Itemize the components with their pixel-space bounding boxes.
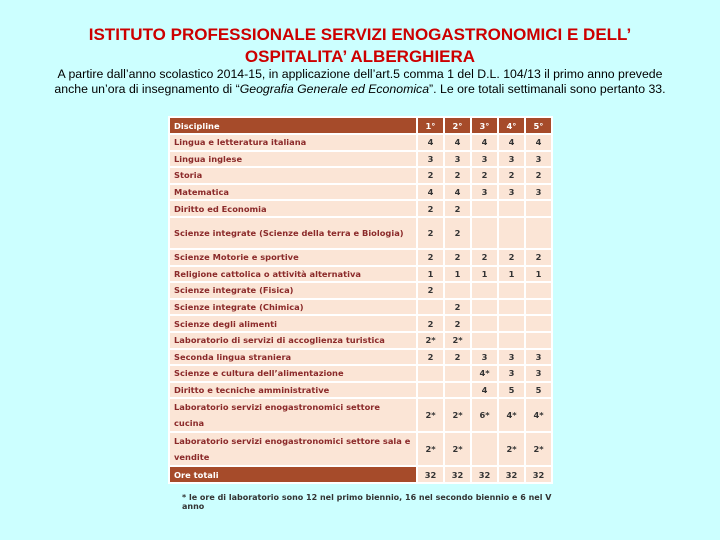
discipline-name: Lingua e letteratura italiana: [169, 134, 417, 151]
hours-cell: 3: [525, 349, 552, 366]
hours-cell: 4: [498, 134, 525, 151]
hours-cell: 2: [444, 249, 471, 266]
header-year-1: 1°: [417, 117, 444, 134]
hours-cell: [417, 299, 444, 316]
hours-cell: 1: [525, 266, 552, 283]
hours-cell: [498, 217, 525, 249]
discipline-name: Scienze integrate (Fisica): [169, 282, 417, 299]
timetable: [168, 116, 553, 511]
hours-cell: [417, 382, 444, 399]
table-row: [169, 332, 552, 349]
hours-cell: 2: [417, 315, 444, 332]
hours-cell: 3: [525, 184, 552, 201]
hours-cell: 4: [417, 184, 444, 201]
hours-cell: 3: [498, 184, 525, 201]
header-year-3: 3°: [471, 117, 498, 134]
table-row: [169, 398, 552, 432]
hours-cell: [525, 217, 552, 249]
hours-cell: [525, 282, 552, 299]
hours-cell: 2: [417, 282, 444, 299]
hours-cell: 3: [525, 151, 552, 168]
hours-cell: [498, 282, 525, 299]
hours-cell: 3: [444, 151, 471, 168]
table-row: [169, 299, 552, 316]
hours-cell: [525, 200, 552, 217]
hours-cell: 1: [444, 266, 471, 283]
hours-cell: [498, 299, 525, 316]
discipline-name: Scienze degli alimenti: [169, 315, 417, 332]
table-row: [169, 217, 552, 249]
hours-cell: [444, 382, 471, 399]
title-line-2: OSPITALITA’ ALBERGHIERA: [244, 47, 476, 66]
hours-cell: 3: [525, 365, 552, 382]
hours-cell: 2: [444, 167, 471, 184]
total-year-3: 32: [471, 466, 498, 483]
hours-cell: 2: [417, 249, 444, 266]
hours-cell: 4: [444, 134, 471, 151]
hours-cell: [471, 299, 498, 316]
discipline-name: Diritto e tecniche amministrative: [169, 382, 417, 399]
total-label: Ore totali: [169, 466, 417, 483]
hours-cell: 5: [525, 382, 552, 399]
discipline-name: Laboratorio servizi enogastronomici settore cucina: [169, 398, 417, 432]
table-row: [169, 315, 552, 332]
discipline-name: Scienze integrate (Scienze della terra e Biologia): [169, 217, 417, 249]
hours-cell: [471, 315, 498, 332]
hours-cell: 2*: [417, 398, 444, 432]
hours-cell: [498, 315, 525, 332]
table-row: [169, 266, 552, 283]
header-year-2: 2°: [444, 117, 471, 134]
hours-cell: 2: [471, 167, 498, 184]
hours-cell: 2: [498, 249, 525, 266]
total-year-2: 32: [444, 466, 471, 483]
hours-cell: [471, 282, 498, 299]
hours-cell: 2*: [525, 432, 552, 466]
hours-cell: 2: [417, 217, 444, 249]
header-discipline: Discipline: [169, 117, 417, 134]
hours-cell: 4: [525, 134, 552, 151]
hours-cell: 3: [471, 151, 498, 168]
hours-cell: 4*: [471, 365, 498, 382]
hours-cell: 2: [444, 315, 471, 332]
intro-text-2: ”. Le ore totali settimanali sono pertanto 33.: [429, 82, 666, 96]
hours-cell: [444, 365, 471, 382]
hours-cell: 3: [498, 365, 525, 382]
hours-cell: 4*: [498, 398, 525, 432]
hours-cell: 5: [498, 382, 525, 399]
hours-cell: 4: [417, 134, 444, 151]
intro-text-1: A partire dall’anno scolastico 2014-15, in applicazione dell’art.5 comma 1 del D.L. 104/13 il primo anno prevede anche un’ora di insegnamento di “: [54, 67, 663, 96]
hours-cell: 6*: [471, 398, 498, 432]
discipline-name: Scienze Motorie e sportive: [169, 249, 417, 266]
header-year-5: 5°: [525, 117, 552, 134]
discipline-name: Scienze integrate (Chimica): [169, 299, 417, 316]
discipline-name: Seconda lingua straniera: [169, 349, 417, 366]
table-row: [169, 184, 552, 201]
table-row: [169, 134, 552, 151]
hours-cell: 4: [471, 134, 498, 151]
hours-cell: [525, 332, 552, 349]
hours-cell: 3: [471, 349, 498, 366]
discipline-name: Laboratorio di servizi di accoglienza turistica: [169, 332, 417, 349]
hours-cell: [525, 299, 552, 316]
hours-table: [168, 116, 553, 484]
hours-cell: [471, 200, 498, 217]
hours-cell: 2: [444, 217, 471, 249]
hours-cell: 1: [417, 266, 444, 283]
hours-cell: 4*: [525, 398, 552, 432]
hours-cell: 2: [498, 167, 525, 184]
table-row: [169, 200, 552, 217]
hours-cell: 2*: [444, 432, 471, 466]
total-year-5: 32: [525, 466, 552, 483]
table-row: [169, 432, 552, 466]
total-year-4: 32: [498, 466, 525, 483]
hours-cell: 2: [525, 167, 552, 184]
hours-cell: 2: [417, 200, 444, 217]
hours-cell: 1: [498, 266, 525, 283]
footnote: * le ore di laboratorio sono 12 nel primo biennio, 16 nel secondo biennio e 6 nel V anno: [182, 493, 552, 512]
hours-cell: 4: [471, 382, 498, 399]
table-row: [169, 249, 552, 266]
hours-cell: 2*: [444, 398, 471, 432]
hours-cell: 2: [444, 200, 471, 217]
hours-cell: 2: [444, 349, 471, 366]
discipline-name: Diritto ed Economia: [169, 200, 417, 217]
hours-cell: [417, 365, 444, 382]
table-row: [169, 365, 552, 382]
intro-text-italic: Geografia Generale ed Economica: [239, 82, 430, 96]
table-row: [169, 382, 552, 399]
hours-cell: 3: [417, 151, 444, 168]
discipline-name: Storia: [169, 167, 417, 184]
hours-cell: [498, 332, 525, 349]
discipline-name: Religione cattolica o attività alternativa: [169, 266, 417, 283]
page-title: [40, 24, 680, 68]
hours-cell: [525, 315, 552, 332]
hours-cell: 3: [498, 151, 525, 168]
table-row: [169, 151, 552, 168]
table-header-row: [169, 117, 552, 134]
hours-cell: 2: [444, 299, 471, 316]
hours-cell: 2*: [444, 332, 471, 349]
discipline-name: Laboratorio servizi enogastronomici settore sala e vendite: [169, 432, 417, 466]
table-row: [169, 167, 552, 184]
hours-cell: 3: [471, 184, 498, 201]
hours-cell: 4: [444, 184, 471, 201]
table-row: [169, 349, 552, 366]
hours-cell: 1: [471, 266, 498, 283]
hours-cell: 2: [417, 349, 444, 366]
discipline-name: Lingua inglese: [169, 151, 417, 168]
total-row: [169, 466, 552, 483]
table-row: [169, 282, 552, 299]
hours-cell: 2*: [417, 332, 444, 349]
hours-cell: 2: [471, 249, 498, 266]
hours-cell: [471, 332, 498, 349]
hours-cell: 2*: [417, 432, 444, 466]
total-year-1: 32: [417, 466, 444, 483]
hours-cell: 2: [417, 167, 444, 184]
hours-cell: 2: [525, 249, 552, 266]
hours-cell: 3: [498, 349, 525, 366]
hours-cell: [471, 432, 498, 466]
hours-cell: [471, 217, 498, 249]
title-line-1: ISTITUTO PROFESSIONALE SERVIZI ENOGASTRONOMICI E DELL’: [88, 25, 632, 44]
hours-cell: 2*: [498, 432, 525, 466]
hours-cell: [444, 282, 471, 299]
discipline-name: Scienze e cultura dell’alimentazione: [169, 365, 417, 382]
hours-cell: [498, 200, 525, 217]
discipline-name: Matematica: [169, 184, 417, 201]
intro-paragraph: [40, 67, 680, 97]
header-year-4: 4°: [498, 117, 525, 134]
